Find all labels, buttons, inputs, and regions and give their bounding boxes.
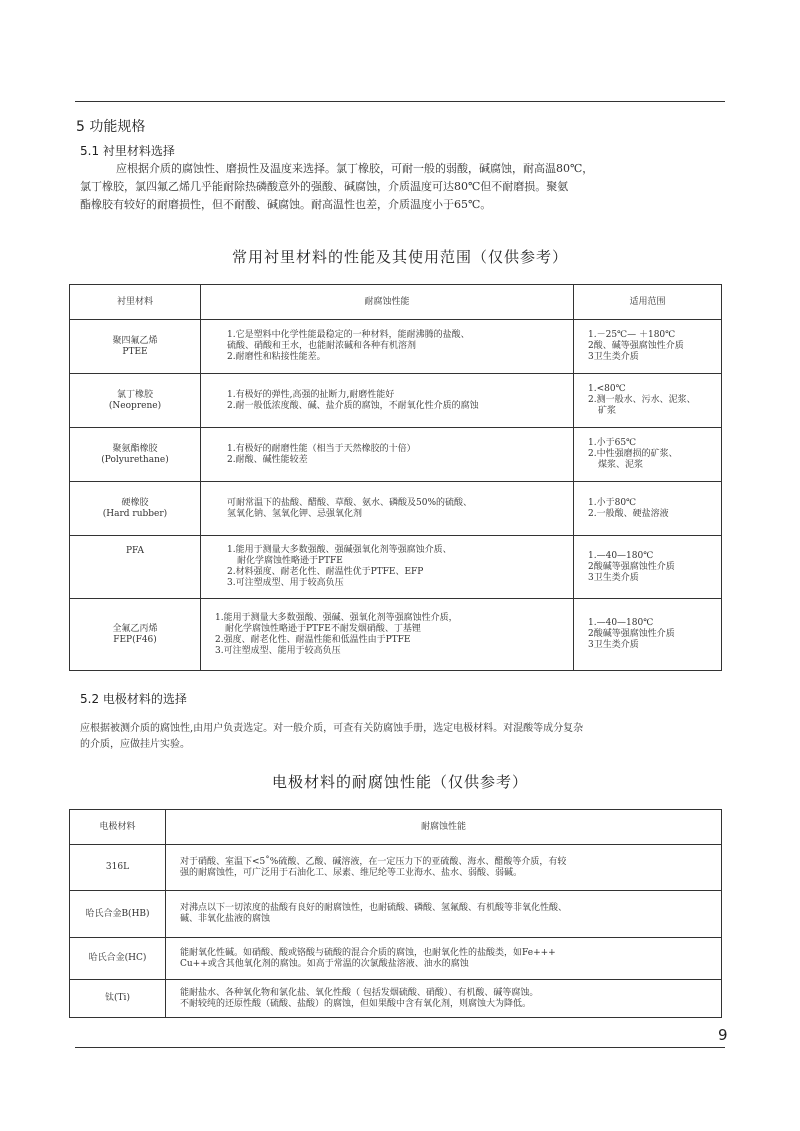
performance-line: 不耐较纯的还原性酸（硫酸、盐酸）的腐蚀，但如果酸中含有氧化剂，则腐蚀大为降低。 xyxy=(180,998,532,1009)
performance-line: 2.耐一般低浓度酸、碱、盐介质的腐蚀，不耐氧化性介质的腐蚀 xyxy=(227,400,479,411)
performance-line: 1.能用于测量大多数强酸、强碱、强氧化剂等强腐蚀性介质， xyxy=(215,612,458,623)
performance-line: 氢氧化钠、氢氧化钾、忌强氧化剂 xyxy=(227,508,363,519)
page-number: 9 xyxy=(718,1026,728,1044)
range-line: 1.—40—180℃ xyxy=(588,550,654,561)
table-row xyxy=(70,599,722,671)
table-header-row xyxy=(70,285,722,320)
range-line: 2.测一般水、污水、泥浆、 xyxy=(588,395,696,405)
performance-line: 2.耐磨性和粘接性能差。 xyxy=(227,352,326,362)
performance-line: 1.它是塑料中化学性能最稳定的一种材料，能耐沸腾的盐酸、 xyxy=(227,330,470,340)
range-cell xyxy=(574,536,722,599)
material-code: FEP(F46) xyxy=(113,634,157,645)
subsection-title-lining: 5.1 衬里材料选择 xyxy=(80,144,175,158)
range-line: 煤浆、泥浆 xyxy=(598,460,644,470)
performance-line: 耐化学腐蚀性略逊于PTFE xyxy=(237,556,343,566)
range-line: 3卫生类介质 xyxy=(588,352,639,362)
performance-cell xyxy=(201,374,574,428)
material-name: 聚氨酯橡胶 xyxy=(112,443,158,454)
bottom-rule xyxy=(75,1047,725,1048)
range-line: 1.—40—180℃ xyxy=(588,618,654,628)
performance-line: 能耐氧化性碱。如硝酸、酸或铬酸与硫酸的混合介质的腐蚀，也耐氧化性的盐酸类，如Fe+++ xyxy=(180,947,556,958)
para-line: 酯橡胶有较好的耐磨损性，但不耐酸、碱腐蚀。耐高温性也差，介质温度小于65℃。 xyxy=(80,198,492,211)
table-row xyxy=(70,891,722,938)
range-line: 2酸碱等强腐蚀性介质 xyxy=(588,629,675,639)
table-row xyxy=(70,320,722,374)
material-cell xyxy=(70,536,201,599)
performance-line: 对沸点以下一切浓度的盐酸有良好的耐腐蚀性，也耐硫酸、磷酸、氢氟酸、有机酸等非氧化性酸、 xyxy=(180,903,568,913)
performance-cell xyxy=(166,938,722,980)
performance-line: 2.材料强度、耐老化性、耐温性优于PTFE、EFP xyxy=(227,567,424,577)
performance-cell xyxy=(166,980,722,1018)
range-line: 2酸、碱等强腐蚀性介质 xyxy=(588,341,684,351)
performance-line: 硫酸、硝酸和王水，也能耐浓碱和各种有机溶剂 xyxy=(227,341,417,351)
range-line: 1.<80℃ xyxy=(588,384,626,394)
column-header: 电极材料 xyxy=(70,810,166,845)
column-header: 耐腐蚀性能 xyxy=(201,285,574,320)
top-rule xyxy=(75,101,725,102)
performance-cell xyxy=(201,536,574,599)
material-code: (Polyurethane) xyxy=(101,454,169,465)
range-cell xyxy=(574,482,722,536)
range-line: 3卫生类介质 xyxy=(588,572,639,583)
range-line: 矿浆 xyxy=(598,406,617,416)
material-cell: 钛(Ti) xyxy=(70,980,166,1018)
range-cell xyxy=(574,599,722,671)
electrode-table-caption: 电极材料的耐腐蚀性能（仅供参考） xyxy=(271,773,528,791)
table-row xyxy=(70,428,722,482)
table-row xyxy=(70,845,722,891)
table-row xyxy=(70,482,722,536)
performance-cell xyxy=(201,482,574,536)
subsection-title-electrode: 5.2 电极材料的选择 xyxy=(80,692,187,706)
range-line: 3卫生类介质 xyxy=(588,640,639,650)
performance-line: 3.可注塑成型、用于较高负压 xyxy=(227,578,344,588)
performance-cell xyxy=(201,428,574,482)
performance-cell xyxy=(201,599,574,671)
column-header: 适用范围 xyxy=(574,285,722,320)
performance-line: Cu++或含其他氧化剂的腐蚀。如高于常温的次氯酸盐溶液、油水的腐蚀 xyxy=(180,958,469,969)
range-line: 2酸碱等强腐蚀性介质 xyxy=(588,561,675,572)
range-line: 1.－25℃— ＋180℃ xyxy=(588,330,676,340)
material-name: 全氟乙丙烯 xyxy=(112,623,158,634)
range-cell xyxy=(574,320,722,374)
material-name: 氯丁橡胶 xyxy=(116,389,153,400)
performance-line: 1.有极好的弹性,高强的扯断力,耐磨性能好 xyxy=(227,389,395,400)
para-line: 应根据被测介质的腐蚀性,由用户负责选定。对一般介质，可查有关防腐蚀手册，选定电极材料。对混酸等成分复杂 xyxy=(80,723,584,734)
para-line: 应根据介质的腐蚀性、磨损性及温度来选择。氯丁橡胶，可耐一般的弱酸，碱腐蚀，耐高温80℃， xyxy=(116,162,594,175)
range-line: 2.一般酸、硬盐溶液 xyxy=(588,508,669,519)
lining-materials-table xyxy=(69,284,722,671)
range-line: 1.小于65℃ xyxy=(588,438,637,448)
performance-cell xyxy=(166,845,722,891)
material-cell xyxy=(70,599,201,671)
material-code: PTEE xyxy=(122,346,148,357)
material-name: PFA xyxy=(125,546,145,556)
lining-table-caption: 常用衬里材料的性能及其使用范围（仅供参考） xyxy=(231,248,568,266)
performance-line: 强的耐腐蚀性，可广泛用于石油化工、尿素、维尼纶等工业海水、盐水、弱酸、弱碱。 xyxy=(180,867,523,878)
material-cell xyxy=(70,482,201,536)
performance-line: 能耐盐水、各种氧化物和氯化盐、氧化性酸（ 包括发烟硫酸、硝酸）、有机酸、碱等腐蚀。 xyxy=(180,987,539,998)
performance-line: 碱、非氧化盐液的腐蚀 xyxy=(180,914,271,924)
performance-line: 1.能用于测量大多数强酸、强碱强氧化剂等强腐蚀介质、 xyxy=(227,545,452,555)
lining-paragraph xyxy=(80,160,730,214)
column-header: 衬里材料 xyxy=(70,285,201,320)
material-cell: 316L xyxy=(70,845,166,891)
para-line: 的介质，应做挂片实验。 xyxy=(80,739,190,750)
para-line: 氯丁橡胶，氯四氟乙烯几乎能耐除热磷酸意外的强酸、碱腐蚀，介质温度可达80℃但不耐磨损。聚氨 xyxy=(80,180,569,193)
material-cell xyxy=(70,428,201,482)
material-name: 硬橡胶 xyxy=(121,497,149,508)
table-header-row xyxy=(70,810,722,845)
table-row xyxy=(70,980,722,1018)
performance-line: 3.可注塑成型、能用于较高负压 xyxy=(215,645,341,656)
table-row xyxy=(70,536,722,599)
range-line: 2.中性强磨损的矿浆、 xyxy=(588,449,678,459)
range-line: 1.小于80℃ xyxy=(588,497,637,508)
performance-line: 可耐常温下的盐酸、醋酸、草酸、氨水、磷酸及50%的硫酸、 xyxy=(227,497,473,508)
material-cell xyxy=(70,320,201,374)
performance-cell xyxy=(166,891,722,938)
performance-line: 2.强度、耐老化性、耐温性能和低温性由于PTFE xyxy=(215,634,411,645)
material-cell xyxy=(70,374,201,428)
performance-line: 2.耐酸、碱性能较差 xyxy=(227,454,308,465)
material-cell: 哈氏合金B(HB) xyxy=(70,891,166,938)
section-title: 5 功能规格 xyxy=(76,119,146,135)
performance-line: 1.有极好的耐磨性能（相当于天然橡胶的十倍） xyxy=(227,443,416,454)
performance-line: 耐化学腐蚀性略逊于PTFE不耐发烟硝酸、丁基锂 xyxy=(225,623,421,634)
material-cell: 哈氏合金(HC) xyxy=(70,938,166,980)
range-cell xyxy=(574,428,722,482)
range-cell xyxy=(574,374,722,428)
column-header: 耐腐蚀性能 xyxy=(166,810,722,845)
material-code: (Hard rubber) xyxy=(102,508,168,519)
electrode-materials-table xyxy=(69,809,722,1018)
table-row xyxy=(70,938,722,980)
material-code: (Neoprene) xyxy=(108,400,162,411)
table-row xyxy=(70,374,722,428)
material-name: 聚四氟乙烯 xyxy=(112,335,158,346)
performance-cell xyxy=(201,320,574,374)
performance-line: 对于硝酸、室温下<5˚%硫酸、乙酸、碱溶液，在一定压力下的亚硫酸、海水、醋酸等介质，有较 xyxy=(180,856,567,867)
electrode-paragraph xyxy=(80,721,730,753)
